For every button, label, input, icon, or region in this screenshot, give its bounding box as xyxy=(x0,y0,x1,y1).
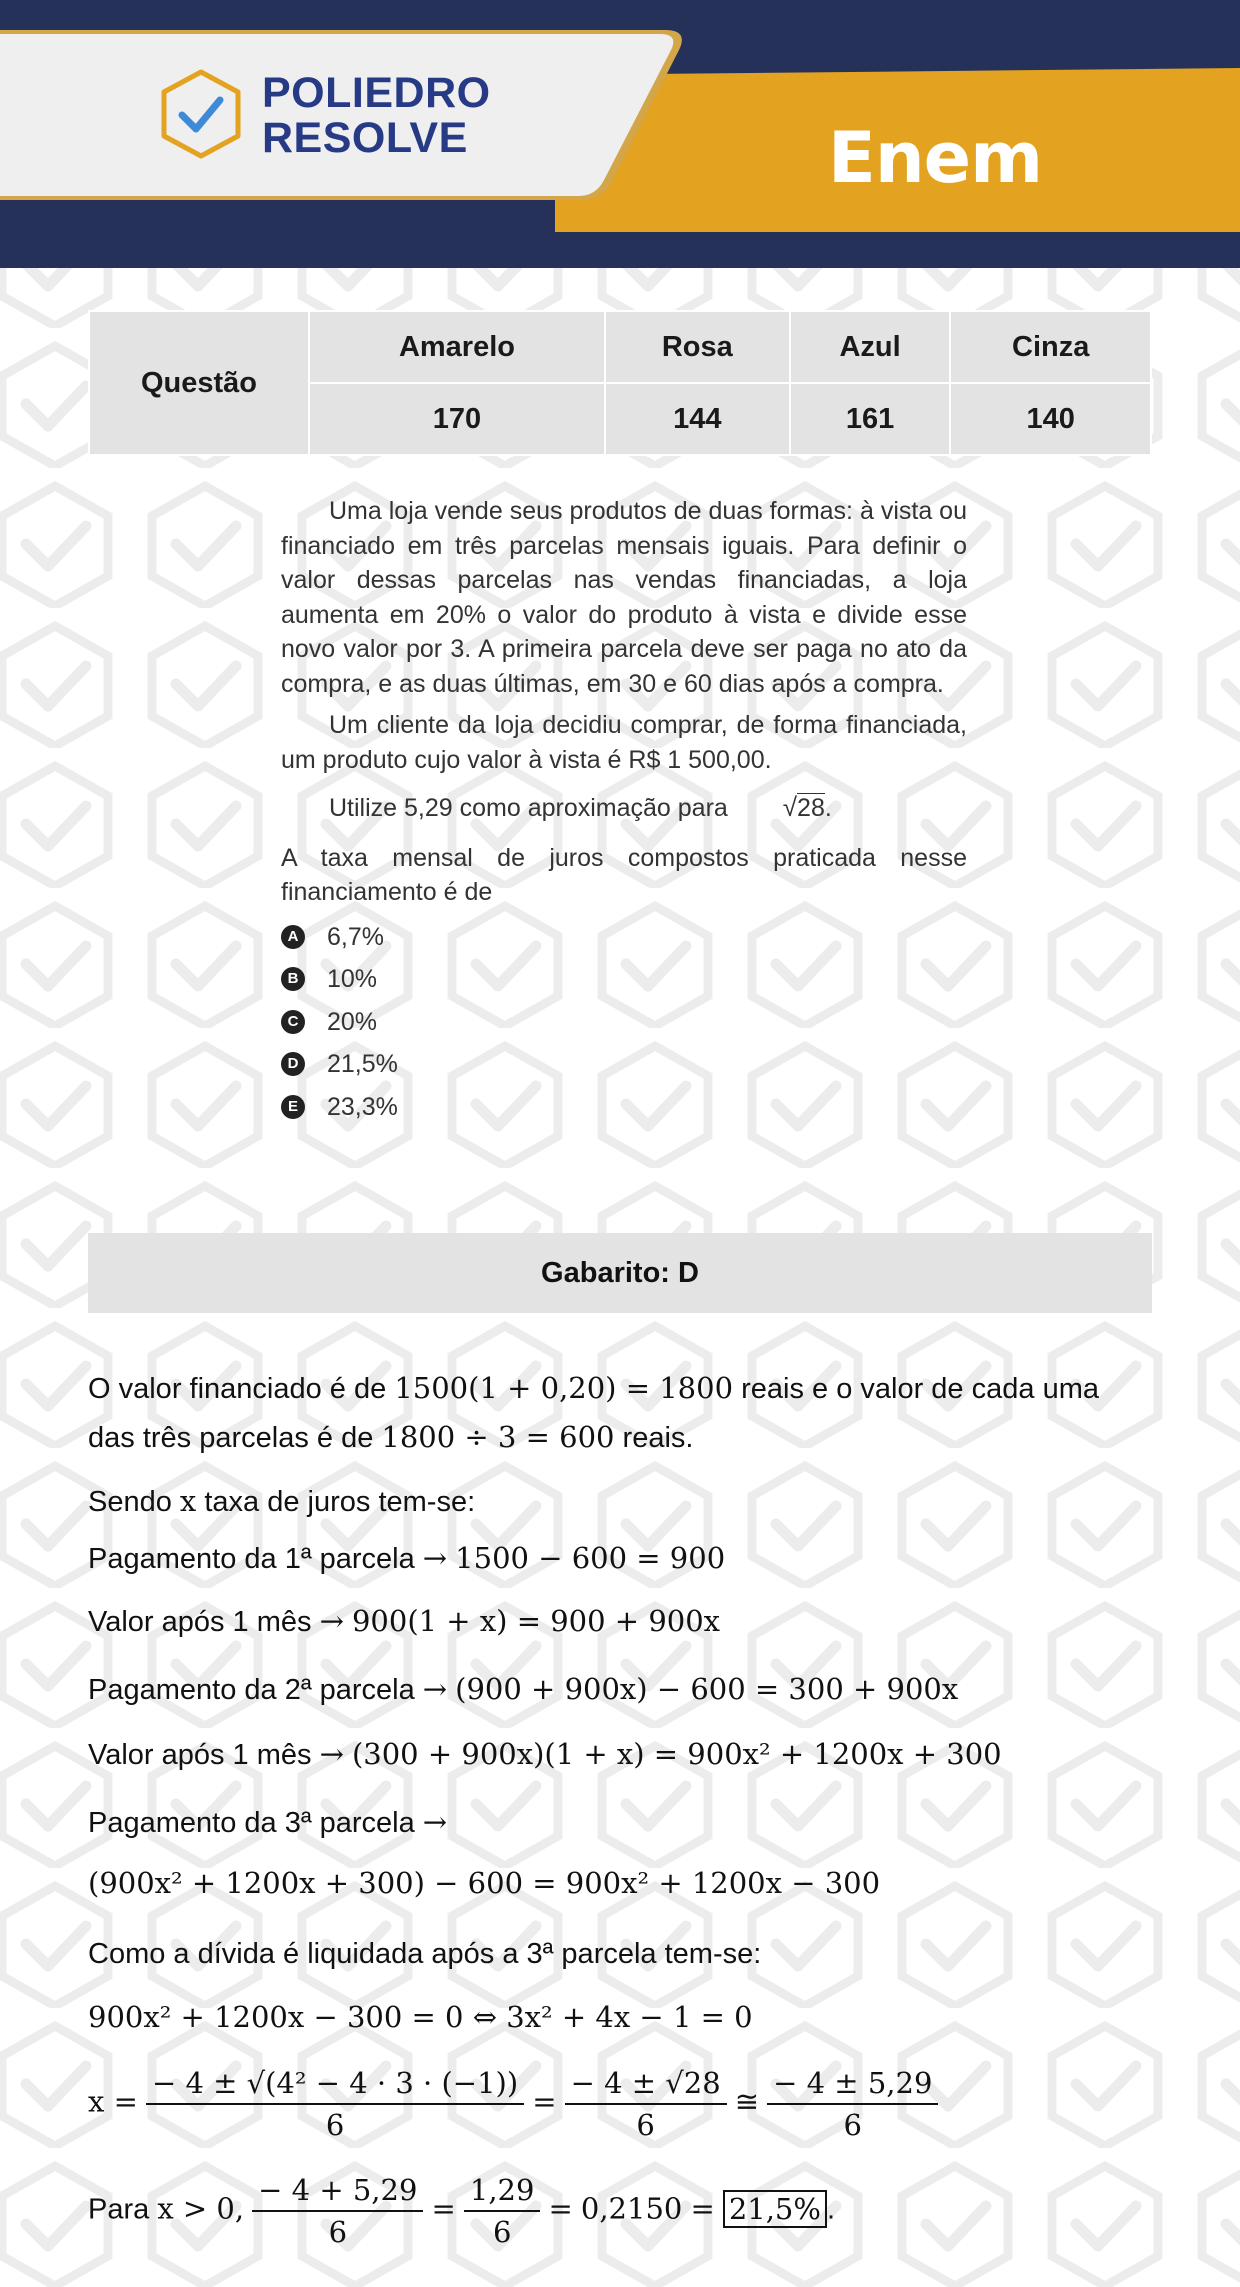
option-text: 23,3% xyxy=(327,1092,398,1121)
question-paragraph-1: Uma loja vende seus produtos de duas formas: à vista ou financiado em três parcelas mensais iguais. Para definir o valor dessas parcelas nas vendas financiadas, a loja aumenta em 20% o valor do produto à vista e divide esse novo valor por 3. A primeira parcela deve ser paga no ato da compra, e as duas últimas, em 30 e 60 dias após a compra. xyxy=(281,497,967,698)
solution-text: taxa de juros tem-se: xyxy=(204,1486,476,1518)
fraction-1 xyxy=(146,2063,524,2145)
approx-symbol: ≅ xyxy=(734,2084,760,2119)
solution-line-9 xyxy=(88,1866,1158,1901)
period: . xyxy=(826,2193,836,2226)
math-variable: x xyxy=(179,1484,197,1518)
fraction-denominator: 6 xyxy=(636,2108,655,2142)
option-c[interactable] xyxy=(281,1001,967,1044)
final-result: Para x > 0, $\frac{- 4 + 5,29}{6}$ = $\frac{1,29}{6}$ = 0,2150 = 21,5% . xyxy=(88,2170,1158,2252)
number-amarelo: 170 xyxy=(309,383,605,455)
math-expression: (900 + 900x) − 600 = 300 + 900x xyxy=(455,1672,959,1706)
solution-text: reais e o valor de cada uma xyxy=(741,1373,1099,1405)
solution-line-1 xyxy=(88,1371,1158,1406)
question-statement xyxy=(281,494,967,1128)
math-expression: 900x² + 1200x − 300 = 0 ⇔ 3x² + 4x − 1 = 0 xyxy=(88,2000,753,2034)
radicand-28: 28 xyxy=(797,794,825,822)
option-letter-badge: A xyxy=(281,925,305,949)
option-b[interactable] xyxy=(281,958,967,1001)
sqrt-28: √28 xyxy=(782,792,825,822)
option-e[interactable] xyxy=(281,1086,967,1129)
solution-text: Valor após 1 mês xyxy=(88,1606,312,1638)
solution-text: reais. xyxy=(622,1422,694,1454)
math-expression: 1500(1 + 0,20) = 1800 xyxy=(394,1371,734,1405)
number-azul: 161 xyxy=(790,383,951,455)
question-number-table xyxy=(88,310,1152,456)
solution-line-8 xyxy=(88,1805,1158,1840)
math-expression: (900x² + 1200x + 300) − 600 = 900x² + 1200x − 300 xyxy=(88,1866,881,1900)
arrow-icon: → xyxy=(422,1541,448,1575)
column-azul: Azul xyxy=(790,311,951,383)
solution-text: Sendo xyxy=(88,1486,172,1518)
question-paragraph-4: A taxa mensal de juros compostos praticada nesse financiamento é de xyxy=(281,843,967,906)
option-text: 20% xyxy=(327,1007,378,1036)
arrow-icon: → xyxy=(319,1604,344,1638)
number-rosa: 144 xyxy=(605,383,790,455)
solution-text: Pagamento da 2ª parcela xyxy=(88,1674,415,1706)
fraction-denominator: 6 xyxy=(325,2108,345,2142)
fraction-numerator: − 4 + 5,29 xyxy=(252,2170,423,2212)
arrow-icon: → xyxy=(422,1805,448,1839)
number-cinza: 140 xyxy=(950,383,1151,455)
solution-line-7 xyxy=(88,1737,1158,1772)
brand-line1: POLIEDRO xyxy=(262,69,491,117)
solution-text: Pagamento da 3ª parcela xyxy=(88,1807,415,1839)
column-amarelo: Amarelo xyxy=(309,311,605,383)
fraction-denominator: 6 xyxy=(328,2215,348,2249)
solution-text: Valor após 1 mês xyxy=(88,1739,312,1771)
answer-options xyxy=(281,916,967,1129)
fraction-2 xyxy=(565,2063,727,2145)
math-expression: (300 + 900x)(1 + x) = 900x² + 1200x + 300 xyxy=(351,1737,1002,1771)
solution-text: O valor financiado é de xyxy=(88,1373,387,1405)
option-d[interactable] xyxy=(281,1043,967,1086)
fraction-denominator: 6 xyxy=(843,2108,862,2142)
approx-text: Utilize 5,29 como aproximação para xyxy=(329,794,728,822)
column-rosa: Rosa xyxy=(605,311,790,383)
math-lhs: x = xyxy=(88,2084,138,2119)
fraction-numerator: 1,29 xyxy=(464,2170,541,2212)
fraction-final-1 xyxy=(252,2170,423,2252)
option-letter-badge: D xyxy=(281,1052,305,1076)
solution-line-6 xyxy=(88,1672,1158,1707)
arrow-icon: → xyxy=(319,1737,344,1771)
option-text: 6,7% xyxy=(327,922,384,951)
fraction-3 xyxy=(767,2063,938,2145)
solution-line-5 xyxy=(88,1604,1158,1639)
option-letter-badge: E xyxy=(281,1095,305,1119)
fraction-numerator: − 4 ± √28 xyxy=(565,2063,727,2105)
boxed-answer: 21,5% xyxy=(723,2190,827,2228)
solution-text: das três parcelas é de xyxy=(88,1422,374,1454)
fraction-numerator: − 4 ± √(4² − 4 · 3 · (−1)) xyxy=(146,2063,524,2105)
math-expression: 1500 − 600 = 900 xyxy=(455,1541,726,1575)
decimal-value: 0,2150 xyxy=(580,2191,683,2226)
solution-text: Pagamento da 1ª parcela xyxy=(88,1543,415,1575)
question-paragraph-3: Utilize 5,29 como aproximação para √28. xyxy=(281,790,967,826)
solution-line-10: Como a dívida é liquidada após a 3ª parcela tem-se: xyxy=(88,1938,762,1970)
question-paragraph-2: Um cliente da loja decidiu comprar, de forma financiada, um produto cujo valor à vista é R$ 1 500,00. xyxy=(281,711,967,774)
option-text: 21,5% xyxy=(327,1050,398,1078)
option-a[interactable] xyxy=(281,916,967,959)
option-text: 10% xyxy=(327,965,378,993)
math-condition: x > 0, xyxy=(157,2191,245,2226)
solution-line-4 xyxy=(88,1541,1158,1576)
table-header-questao: Questão xyxy=(89,311,309,455)
exam-title: Enem xyxy=(828,117,1043,199)
fraction-denominator: 6 xyxy=(492,2215,512,2249)
answer-key-banner: Gabarito: D xyxy=(88,1233,1152,1313)
option-letter-badge: C xyxy=(281,1010,305,1034)
solution-line-11 xyxy=(88,2000,1158,2035)
brand-line2: RESOLVE xyxy=(262,114,468,162)
math-expression: 900(1 + x) = 900 + 900x xyxy=(351,1604,721,1638)
column-cinza: Cinza xyxy=(950,311,1151,383)
solution-line-3 xyxy=(88,1484,1158,1519)
solution-text: Para xyxy=(88,2193,150,2226)
bhaskara-formula: x = $\frac{\text{− 4 ± √(4² − 4 · 3 · (−1))}}{6}$ = $\frac{- 4 \pm √28}{6}$ ≅ $\frac{- 4 \pm 5,29}{6}$ xyxy=(88,2063,1158,2145)
math-expression: 1800 ÷ 3 = 600 xyxy=(381,1420,615,1454)
fraction-final-2 xyxy=(464,2170,541,2252)
fraction-numerator: − 4 ± 5,29 xyxy=(767,2063,938,2105)
arrow-icon: → xyxy=(422,1672,448,1706)
solution-line-2 xyxy=(88,1420,1158,1455)
option-letter-badge: B xyxy=(281,967,305,991)
